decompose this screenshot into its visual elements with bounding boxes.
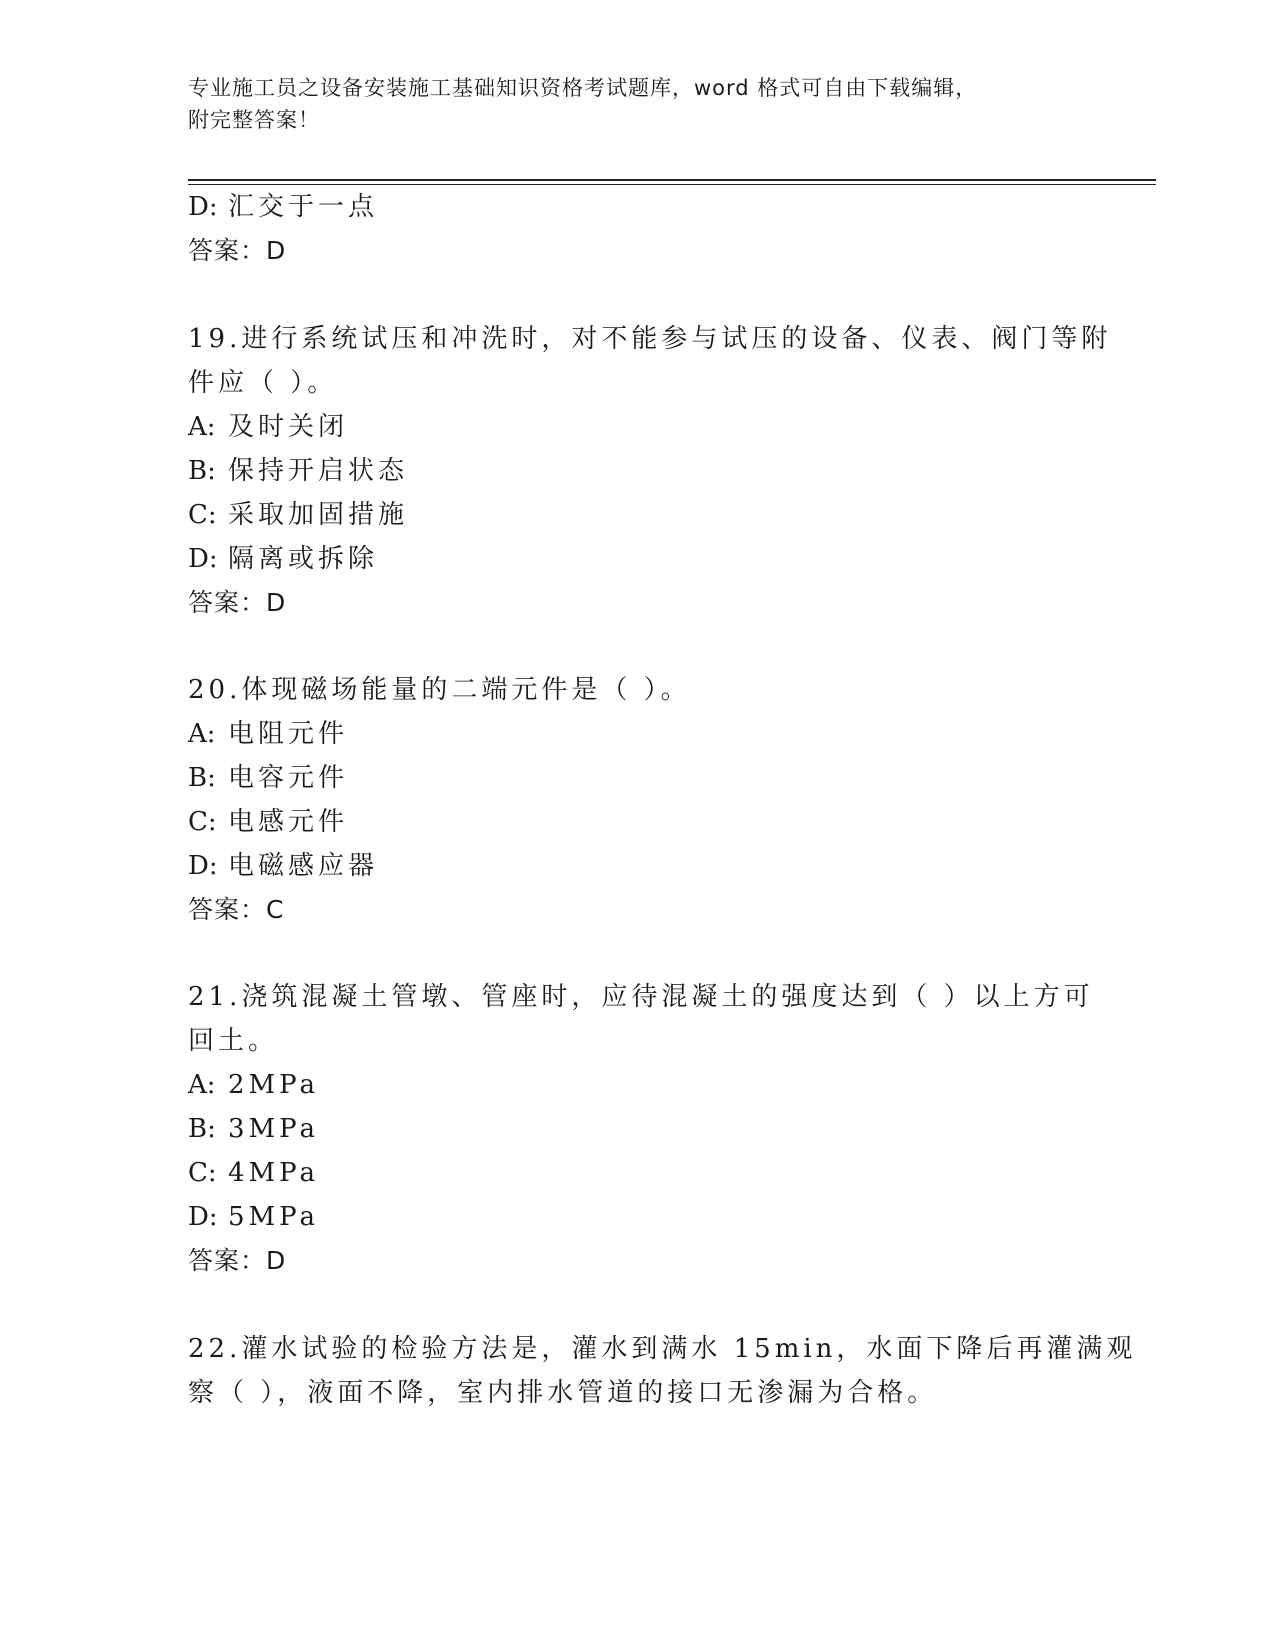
option-letter: D: <box>188 544 218 574</box>
q20-option-d <box>188 849 378 883</box>
header-rule-thick <box>188 179 1156 181</box>
q19-option-a <box>188 410 348 444</box>
q20-answer: 答案：C <box>188 895 285 924</box>
q21-option-d <box>188 1200 319 1234</box>
option-text: 2MPa <box>228 1070 319 1100</box>
header-rule-thin <box>188 184 1156 185</box>
header-line-1: 专业施工员之设备安装施工基础知识资格考试题库，word 格式可自由下载编辑， <box>188 76 978 100</box>
q19-stem-line-1: 19.进行系统试压和冲洗时，对不能参与试压的设备、仪表、阀门等附 <box>188 324 1112 354</box>
q21-option-a <box>188 1068 319 1102</box>
option-text: 电容元件 <box>228 763 349 793</box>
option-letter: C: <box>188 807 217 837</box>
option-letter: A: <box>188 412 216 442</box>
prev-option-d <box>188 190 378 224</box>
q21-answer: 答案：D <box>188 1246 287 1275</box>
option-text: 5MPa <box>228 1202 319 1232</box>
q21-stem-line-2: 回土。 <box>188 1026 279 1056</box>
option-letter: A: <box>188 719 216 749</box>
option-text: 汇交于一点 <box>228 192 379 222</box>
q21-option-c <box>188 1156 319 1190</box>
q19-stem-line-2: 件应（ ）。 <box>188 368 338 398</box>
q21-stem-line-1: 21.浇筑混凝土管墩、管座时，应待混凝土的强度达到（ ）以上方可 <box>188 982 1094 1012</box>
option-letter: C: <box>188 500 217 530</box>
option-letter: A: <box>188 1070 216 1100</box>
q20-option-a <box>188 717 348 751</box>
q22-stem-line-1: 22.灌水试验的检验方法是，灌水到满水 15min，水面下降后再灌满观 <box>188 1334 1137 1364</box>
option-letter: B: <box>188 1114 216 1144</box>
q19-option-c <box>188 498 408 532</box>
option-text: 隔离或拆除 <box>228 544 379 574</box>
option-letter: D: <box>188 851 218 881</box>
option-text: 4MPa <box>228 1158 319 1188</box>
option-letter: D: <box>188 1202 218 1232</box>
q21-option-b <box>188 1112 319 1146</box>
q22-stem-line-2: 察（ ），液面不降，室内排水管道的接口无渗漏为合格。 <box>188 1378 938 1408</box>
option-letter: B: <box>188 456 216 486</box>
option-text: 及时关闭 <box>228 412 349 442</box>
option-text: 3MPa <box>228 1114 319 1144</box>
q20-option-c <box>188 805 348 839</box>
option-text: 电磁感应器 <box>228 851 379 881</box>
q19-option-b <box>188 454 408 488</box>
header-line-2: 附完整答案！ <box>188 108 320 132</box>
option-text: 采取加固措施 <box>228 500 409 530</box>
q19-answer: 答案：D <box>188 588 287 617</box>
option-text: 电阻元件 <box>228 719 349 749</box>
option-text: 电感元件 <box>228 807 349 837</box>
option-letter: B: <box>188 763 216 793</box>
prev-answer: 答案：D <box>188 236 287 265</box>
q20-stem-line-1: 20.体现磁场能量的二端元件是（ ）。 <box>188 675 691 705</box>
option-letter: C: <box>188 1158 217 1188</box>
document-header <box>188 72 1088 136</box>
option-text: 保持开启状态 <box>228 456 409 486</box>
q19-option-d <box>188 542 378 576</box>
q20-option-b <box>188 761 348 795</box>
option-letter: D: <box>188 192 218 222</box>
